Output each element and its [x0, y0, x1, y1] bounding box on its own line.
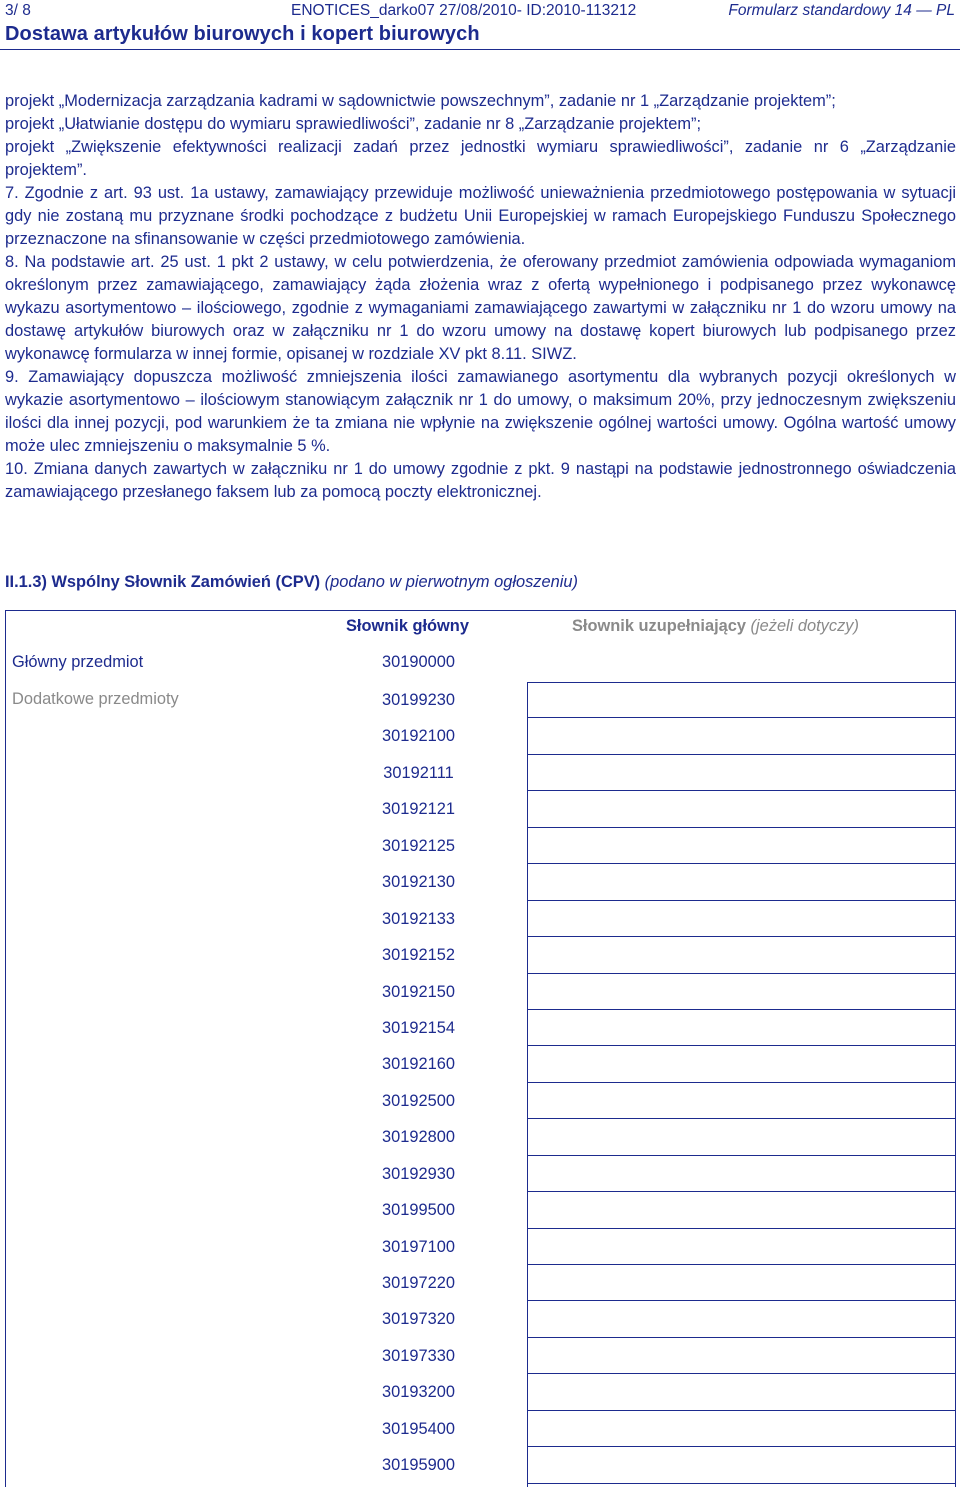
cpv-section-heading	[5, 571, 578, 594]
cpv-code: 30192150	[382, 982, 455, 1001]
cpv-code: 30192125	[382, 836, 455, 855]
cpv-supp-cell	[527, 1265, 956, 1301]
cpv-code: 30192130	[382, 873, 455, 892]
cpv-supp-cell	[527, 1010, 956, 1046]
cpv-main-subject-code: 30190000	[382, 653, 455, 671]
cpv-supp-cell	[527, 1447, 956, 1483]
paragraph-project-3: projekt „Zwiększenie efektywności realizacji zadań przez jednostki wymiaru sprawiedliwości”, zadanie nr 6 „Zarządzanie projektem”.	[5, 138, 956, 179]
cpv-code: 30192121	[382, 800, 455, 819]
cpv-col-supp-label: Słownik uzupełniający	[572, 617, 746, 635]
paragraph-point-9: 9. Zamawiający dopuszcza możliwość zmniejszenia ilości zamawianego asortymentu dla wybranych pozycji określonych w wykazie asortymentowo – ilościowym stanowiącym załącznik nr 1 do umowy, o maksimum 20%, przy jednoczesnym zwiększeniu ilości dla innej pozycji, pod warunkiem że ta zmiana nie wpłynie na zwiększenie ogólnej wartości umowy. Ogólna wartość umowy może ulec zmniejszeniu o maksymalnie 5 %.	[5, 368, 956, 455]
paragraph-project-2: projekt „Ułatwianie dostępu do wymiaru sprawiedliwości”, zadanie nr 8 „Zarządzanie projektem”;	[5, 115, 701, 133]
cpv-code: 30192154	[382, 1018, 455, 1037]
cpv-supp-cell	[527, 1119, 956, 1155]
cpv-supp-cell	[527, 864, 956, 900]
cpv-extra-subjects-label: Dodatkowe przedmioty	[12, 690, 179, 708]
cpv-supp-cell	[527, 1301, 956, 1337]
cpv-code: 30199500	[382, 1201, 455, 1220]
cpv-supp-cell	[527, 1046, 956, 1082]
cpv-code: 30192152	[382, 946, 455, 965]
cpv-code: 30199230	[382, 691, 455, 709]
cpv-heading-text: II.1.3) Wspólny Słownik Zamówień (CPV)	[5, 573, 321, 591]
cpv-supp-cell	[527, 1411, 956, 1447]
cpv-code: 30192800	[382, 1128, 455, 1147]
cpv-supp-cell	[527, 937, 956, 973]
cpv-supp-cell	[527, 682, 956, 718]
cpv-supp-cell	[527, 828, 956, 864]
cpv-supp-cell	[527, 1229, 956, 1265]
cpv-supp-cell	[527, 755, 956, 791]
cpv-code: 30192500	[382, 1091, 455, 1110]
document-body	[5, 90, 956, 504]
cpv-supp-cell	[527, 901, 956, 937]
cpv-code: 30197100	[382, 1237, 455, 1256]
paragraph-point-7: 7. Zgodnie z art. 93 ust. 1a ustawy, zamawiający przewiduje możliwość unieważnienia przedmiotowego postępowania w sytuacji gdy nie zostaną mu przyznane środki pochodzące z budżetu Unii Europejskiej w ramach Europejskiego Funduszu Społecznego przeznaczone na sfinansowanie w części przedmiotowego zamówienia.	[5, 184, 956, 248]
cpv-supp-cell	[527, 1156, 956, 1192]
cpv-supp-cell	[527, 974, 956, 1010]
notice-id: ENOTICES_darko07 27/08/2010- ID:2010-113212	[291, 2, 637, 19]
cpv-supp-cell	[527, 1374, 956, 1410]
cpv-main-subject-label: Główny przedmiot	[12, 653, 144, 671]
cpv-supp-cell	[527, 1338, 956, 1374]
cpv-code: 30195900	[382, 1456, 455, 1475]
page-header	[5, 0, 955, 22]
cpv-extra-codes-list	[360, 690, 477, 1492]
document-title: Dostawa artykułów biurowych i kopert biurowych	[5, 23, 480, 45]
cpv-code: 30193200	[382, 1383, 455, 1402]
cpv-col-supp-note: (jeżeli dotyczy)	[750, 617, 859, 635]
paragraph-point-8: 8. Na podstawie art. 25 ust. 1 pkt 2 ustawy, w celu potwierdzenia, że oferowany przedmiot zamówienia odpowiada wymaganiom określonym przez zamawiającego, zamawiający żąda złożenia wraz z ofertą wypełnionego i podpisanego przez wykonawcę wykazu asortymentowo – ilościowego, zgodnie z wymaganiami zamawiającego zawartymi w załączniku nr 1 do wzoru umowy na dostawę artykułów biurowych oraz w załączniku nr 1 do wzoru umowy na dostawę kopert biurowych lub podpisanego przez wykonawcę formularza w innej formie, opisanej w rozdziale XV pkt 8.11. SIWZ.	[5, 253, 956, 363]
form-label: Formularz standardowy 14 — PL	[728, 2, 955, 19]
cpv-code: 30192133	[382, 909, 455, 928]
title-divider	[0, 49, 960, 50]
paragraph-project-1: projekt „Modernizacja zarządzania kadrami w sądownictwie powszechnym”, zadanie nr 1 „Zarządzanie projektem”;	[5, 92, 836, 110]
cpv-code: 30192111	[383, 763, 454, 782]
page-number: 3/ 8	[5, 2, 31, 19]
cpv-code: 30197220	[382, 1274, 455, 1292]
cpv-col-supp-header	[572, 617, 859, 636]
cpv-supp-cell	[527, 1192, 956, 1228]
cpv-code: 30192160	[382, 1055, 455, 1074]
cpv-supp-cell	[527, 1083, 956, 1119]
cpv-supp-cell	[527, 791, 956, 827]
cpv-code: 30192100	[382, 727, 455, 746]
cpv-heading-note: (podano w pierwotnym ogłoszeniu)	[324, 573, 578, 591]
cpv-col-main-header: Słownik główny	[346, 617, 469, 635]
cpv-supp-cell	[527, 718, 956, 754]
cpv-code: 30197320	[382, 1310, 455, 1329]
paragraph-point-10: 10. Zmiana danych zawartych w załączniku nr 1 do umowy zgodnie z pkt. 9 nastąpi na podstawie jednostronnego oświadczenia zamawiającego przesłanego faksem lub za pomocą poczty elektronicznej.	[5, 460, 956, 501]
cpv-code: 30195400	[382, 1419, 455, 1438]
cpv-supp-grid	[527, 682, 956, 1484]
cpv-code: 30197330	[382, 1346, 455, 1365]
cpv-code: 30192930	[382, 1164, 455, 1183]
